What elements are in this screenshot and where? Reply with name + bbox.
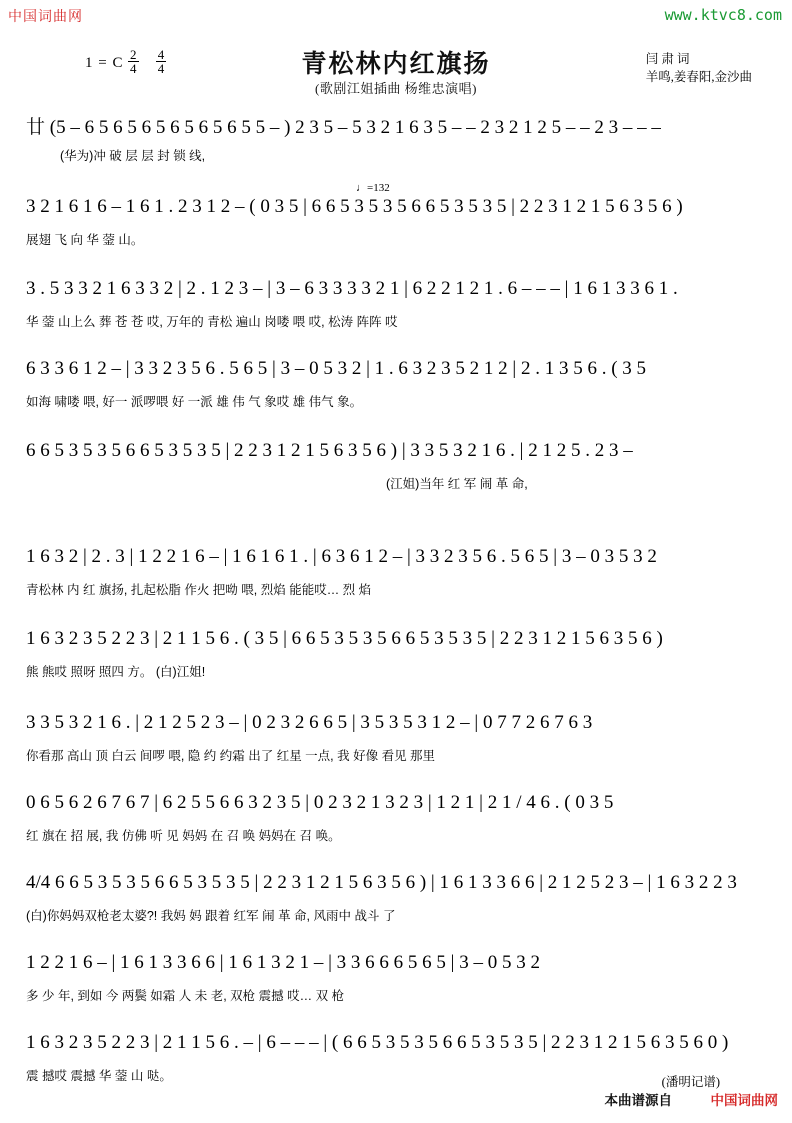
lyricist-credit: 闫 肃 词 [645, 52, 690, 66]
stave-4 [26, 358, 766, 412]
stave-6-notes: 1 6 3 2 | 2 . 3 | 1 2 2 1 6 – | 1 6 1 6 1 . | 6 3 6 1 2 – | 3 3 2 3 5 6 . 5 6 5 | 3 – 0 3 5 3 2 [26, 546, 657, 567]
stave-5 [26, 440, 766, 494]
stave-10 [26, 872, 766, 926]
stave-6-lyrics: 青松林 内 红 旗扬, 扎起松脂 作火 把呦 喂, 烈焰 能能哎… 烈 焰 [26, 583, 372, 597]
stave-11-notes: 1 2 2 1 6 – | 1 6 1 3 3 6 6 | 1 6 1 3 2 1 – | 3 3 6 6 6 5 6 5 | 3 – 0 5 3 2 [26, 952, 540, 973]
stave-7-notes: 1 6 3 2 3 5 2 2 3 | 2 1 1 5 6 . ( 3 5 | 6 6 5 3 5 3 5 6 6 5 3 5 3 5 | 2 2 3 1 2 1 5 6 3 5 6 ) [26, 628, 663, 649]
stave-9-notes: 0 6 5 6 2 6 7 6 7 | 6 2 5 5 6 6 3 2 3 5 | 0 2 3 2 1 3 2 3 | 1 2 1 | 2 1 / 4 6 . ( 0 3 5 [26, 792, 614, 813]
stave-12-lyrics: 震 撼哎 震撼 华 蓥 山 哒。 [26, 1069, 172, 1083]
stave-5-lyrics: (江姐)当年 红 军 闹 革 命, [386, 477, 528, 491]
stave-7-lyrics: 熊 熊哎 照呀 照四 方。 (白)江姐! [26, 665, 206, 679]
page-title: 青松林内红旗扬 [301, 51, 491, 78]
stave-6 [26, 546, 766, 600]
stave-3 [26, 278, 766, 332]
time-signature-2-4: $\frac{2}{4}$ [130, 47, 137, 76]
composer-credit: 羊鸣,姜春阳,金沙曲 [645, 70, 752, 85]
stave-5-notes: 6 6 5 3 5 3 5 6 6 5 3 5 3 5 | 2 2 3 1 2 1 5 6 3 5 6 ) | 3 3 5 3 2 1 6 . | 2 1 2 5 . 2 3 – [26, 440, 633, 461]
footer-source-label: 本曲谱源自 [604, 1093, 672, 1108]
tempo-marking: ♩=132 [356, 182, 390, 194]
site-url[interactable]: www.ktvc8.com [664, 6, 782, 24]
footer-site-name[interactable]: 中国词曲网 [710, 1093, 778, 1108]
stave-2 [26, 182, 766, 250]
stave-11-lyrics: 多 少 年, 到如 今 两鬓 如霜 人 未 老, 双枪 震撼 哎… 双 枪 [26, 989, 345, 1003]
transcriber-credit: (潘明记谱) [661, 1075, 720, 1089]
stave-9-lyrics: 红 旗在 招 展, 我 仿佛 听 见 妈妈 在 召 唤 妈妈在 召 唤。 [26, 829, 341, 843]
stave-12-notes: 1 6 3 2 3 5 2 2 3 | 2 1 1 5 6 . – | 6 – – – | ( 6 6 5 3 5 3 5 6 6 5 3 5 3 5 | 2 2 3 1 2 1 5 6 3 5 6 0 ) [26, 1032, 729, 1053]
credits [646, 50, 752, 86]
stave-3-notes: 3 . 5 3 3 2 1 6 3 3 2 | 2 . 1 2 3 – | 3 – 6 3 3 3 3 2 1 | 6 2 2 1 2 1 . 6 – – – | 1 6 1 3 3 6 1 . [26, 278, 678, 299]
stave-8 [26, 712, 766, 766]
stave-3-lyrics: 华 蓥 山上么 葬 苍 苍 哎, 万年的 青松 遍山 岗喽 喂 哎, 松涛 阵阵 哎 [26, 315, 398, 329]
stave-4-lyrics: 如海 啸喽 喂, 好一 派啰喂 好 一派 雄 伟 气 象哎 雄 伟气 象。 [26, 395, 363, 409]
stave-8-notes: 3 3 5 3 2 1 6 . | 2 1 2 5 2 3 – | 0 2 3 2 6 6 5 | 3 5 3 5 3 1 2 – | 0 7 7 2 6 7 6 3 [26, 712, 593, 733]
stave-1-lyrics: (华为)冲 破 层 层 封 锁 线, [60, 149, 206, 163]
stave-9 [26, 792, 766, 846]
page-subtitle: (歌剧江姐插曲 杨维忠演唱) [315, 81, 477, 96]
stave-7 [26, 628, 766, 682]
stave-10-lyrics: (白)你妈妈双枪老太婆?! 我妈 妈 跟着 红军 闹 革 命, 风雨中 战斗 了 [26, 909, 396, 923]
stave-1-notes: 廿 (5 – 6 5 6 5 6 5 6 5 6 5 6 5 5 – ) 2 3 5 – 5 3 2 1 6 3 5 – – 2 3 2 1 2 5 – – 2 3 – – – [26, 117, 661, 138]
stave-10-notes: 4/4 6 6 5 3 5 3 5 6 6 5 3 5 3 5 | 2 2 3 1 2 1 5 6 3 5 6 ) | 1 6 1 3 3 6 6 | 2 1 2 5 2 3 – | 1 6 3 2 2 3 [26, 872, 737, 893]
stave-1 [26, 112, 766, 166]
key-signature: 1 = C [85, 55, 124, 71]
stave-11 [26, 952, 766, 1006]
stave-8-lyrics: 你看那 高山 顶 白云 间啰 喂, 隐 约 约霜 出了 红星 一点, 我 好像 看见 那里 [26, 749, 436, 763]
stave-12 [26, 1032, 766, 1086]
stave-2-notes: 3 2 1 6 1 6 – 1 6 1 . 2 3 1 2 – ( 0 3 5 | 6 6 5 3 5 3 5 6 6 5 3 5 3 5 | 2 2 3 1 2 1 5 6 3 5 6 ) [26, 196, 683, 217]
stave-2-lyrics: 展翅 飞 向 华 蓥 山。 [26, 233, 144, 247]
stave-4-notes: 6 3 3 6 1 2 – | 3 3 2 3 5 6 . 5 6 5 | 3 – 0 5 3 2 | 1 . 6 3 2 3 5 2 1 2 | 2 . 1 3 5 6 . ( 3 5 [26, 358, 647, 379]
time-signature-4-4: $\frac{4}{4}$ [157, 47, 165, 76]
site-watermark-left: 中国词曲网 [8, 9, 83, 25]
